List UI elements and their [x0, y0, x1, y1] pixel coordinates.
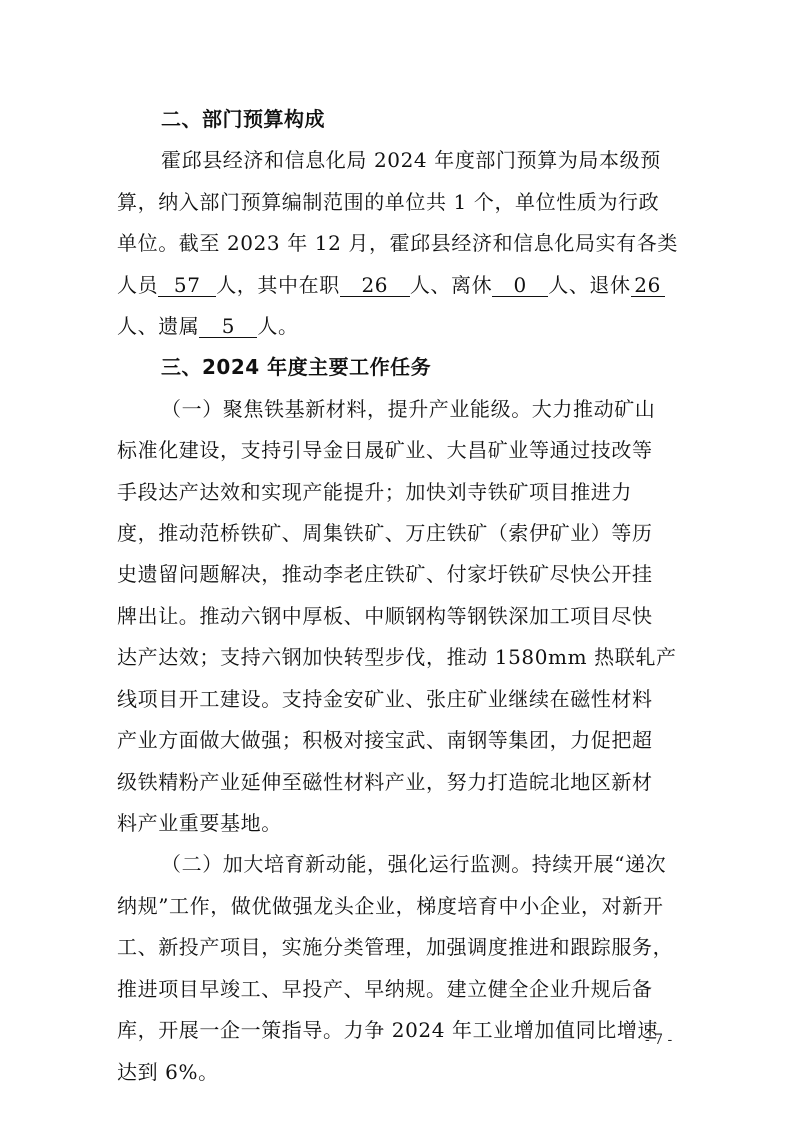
staff-text: 人、离休 [409, 273, 493, 297]
page-number: - 7 - [645, 1032, 673, 1048]
survivor-value: 5 [199, 315, 257, 338]
paragraph-line: 料产业重要基地。 [117, 811, 282, 835]
staff-active-value: 26 [340, 274, 410, 297]
paragraph-line: 手段达产达效和实现产能提升；加快刘寺铁矿项目推进力 [117, 480, 632, 504]
paragraph-line: 度，推动范桥铁矿、周集铁矿、万庄铁矿（索伊矿业）等历 [117, 521, 653, 545]
paragraph-line: （一）聚焦铁基新材料，提升产业能级。大力推动矿山 [161, 397, 656, 421]
section-heading-budget-structure: 二、部门预算构成 [161, 107, 325, 131]
paragraph-line: 线项目开工建设。支持金安矿业、张庄矿业继续在磁性材料 [117, 687, 653, 711]
survivor-text: 人。 [257, 314, 299, 338]
paragraph-line: 史遗留问题解决，推动李老庄铁矿、付家圩铁矿尽快公开挂 [117, 562, 653, 586]
paragraph-line: 标准化建设，支持引导金日晟矿业、大昌矿业等通过技改等 [117, 438, 653, 462]
paragraph-line: 牌出让。推动六钢中厚板、中顺钢构等钢铁深加工项目尽快 [117, 604, 653, 628]
survivor-count-line [117, 313, 677, 339]
paragraph-line: 霍邱县经济和信息化局 2024 年度部门预算为局本级预 [161, 148, 661, 172]
staff-total-value: 57 [158, 274, 216, 297]
paragraph-line: 产业方面做大做强；积极对接宝武、南钢等集团，力促把超 [117, 728, 653, 752]
staff-retired-leave-value: 0 [492, 274, 548, 297]
paragraph-line: 达产达效；支持六钢加快转型步伐，推动 1580mm 热联轧产 [117, 645, 677, 669]
survivor-text: 人、遗属 [117, 314, 200, 338]
paragraph-line: 纳规”工作，做优做强龙头企业，梯度培育中小企业，对新开 [117, 894, 664, 918]
paragraph-line: 算，纳入部门预算编制范围的单位共 1 个，单位性质为行政 [117, 190, 660, 214]
paragraph-line: （二）加大培育新动能，强化运行监测。持续开展“递次 [161, 852, 667, 876]
staff-retired-value: 26 [631, 274, 665, 297]
paragraph-line: 达到 6%。 [117, 1060, 219, 1084]
paragraph-line: 推进项目早竣工、早投产、早纳规。建立健全企业升规后备 [117, 977, 653, 1001]
staff-count-line [117, 272, 677, 298]
staff-text: 人员 [117, 273, 159, 297]
paragraph-line: 库，开展一企一策指导。力争 2024 年工业增加值同比增速 [117, 1018, 659, 1042]
section-heading-main-tasks: 三、2024 年度主要工作任务 [161, 355, 432, 379]
paragraph-line: 级铁精粉产业延伸至磁性材料产业，努力打造皖北地区新材 [117, 770, 653, 794]
staff-text: 人、退休 [548, 273, 631, 297]
staff-text: 人，其中在职 [216, 273, 340, 297]
paragraph-line: 单位。截至 2023 年 12 月，霍邱县经济和信息化局实有各类 [117, 231, 678, 255]
paragraph-line: 工、新投产项目，实施分类管理，加强调度推进和跟踪服务， [117, 935, 674, 959]
